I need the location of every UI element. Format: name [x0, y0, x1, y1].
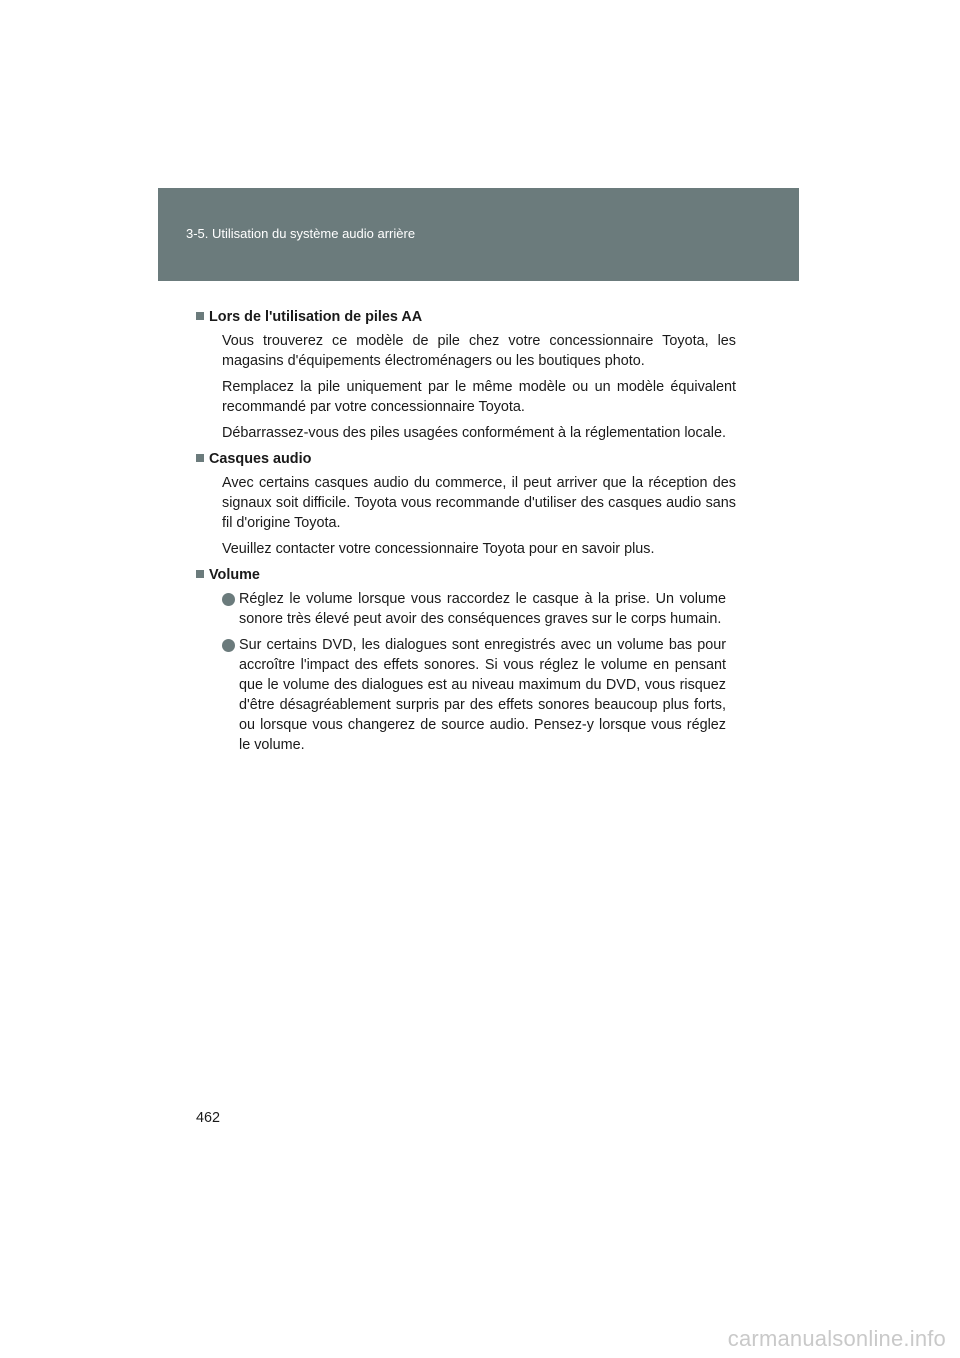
- section-heading: [196, 565, 736, 585]
- section-volume: [196, 565, 736, 755]
- section-header-bar: [158, 188, 799, 281]
- page-content: [196, 307, 736, 761]
- page-number: 462: [196, 1110, 221, 1126]
- paragraph: Vous trouverez ce modèle de pile chez votre concessionnaire Toyota, les magasins d'équipements électroménagers ou les boutiques photo.: [222, 333, 736, 369]
- circle-bullet-icon: [222, 593, 235, 606]
- circle-bullet-icon: [222, 639, 235, 652]
- section-title: 3-5. Utilisation du système audio arrière: [186, 226, 416, 241]
- list-item: [222, 589, 726, 629]
- paragraph: Débarrassez-vous des piles usagées conformément à la réglementation locale.: [222, 425, 726, 441]
- section-piles-aa: [196, 307, 736, 443]
- paragraph: Avec certains casques audio du commerce, il peut arriver que la réception des signaux soit difficile. Toyota vous recommande d'utiliser des casques audio sans fil d'origine Toyota.: [222, 475, 736, 531]
- list-item-text: Réglez le volume lorsque vous raccordez le casque à la prise. Un volume sonore très élevé peut avoir des conséquences graves sur le corps humain.: [239, 591, 726, 627]
- square-bullet-icon: [196, 570, 204, 578]
- square-bullet-icon: [196, 454, 204, 462]
- square-bullet-icon: [196, 312, 204, 320]
- list-item: [222, 635, 726, 755]
- list-item-text: Sur certains DVD, les dialogues sont enregistrés avec un volume bas pour accroître l'impact des effets sonores. Si vous réglez le volume en pensant que le volume des dialogues est au niveau maximum du DVD, vous risquez d'être désagréablement surpris par des effets sonores beaucoup plus forts, ou lorsque vous changerez de source audio. Pensez-y lorsque vous réglez le volume.: [239, 637, 726, 753]
- paragraph: Veuillez contacter votre concessionnaire Toyota pour en savoir plus.: [222, 541, 655, 557]
- section-heading-text: Volume: [209, 567, 260, 583]
- section-heading: [196, 449, 736, 469]
- paragraph: Remplacez la pile uniquement par le même modèle ou un modèle équivalent recommandé par votre concessionnaire Toyota.: [222, 379, 736, 415]
- section-casques-audio: [196, 449, 736, 559]
- section-heading-text: Casques audio: [209, 451, 312, 467]
- section-heading: [196, 307, 736, 327]
- section-heading-text: Lors de l'utilisation de piles AA: [209, 309, 423, 325]
- watermark-text: carmanualsonline.info: [727, 1326, 946, 1351]
